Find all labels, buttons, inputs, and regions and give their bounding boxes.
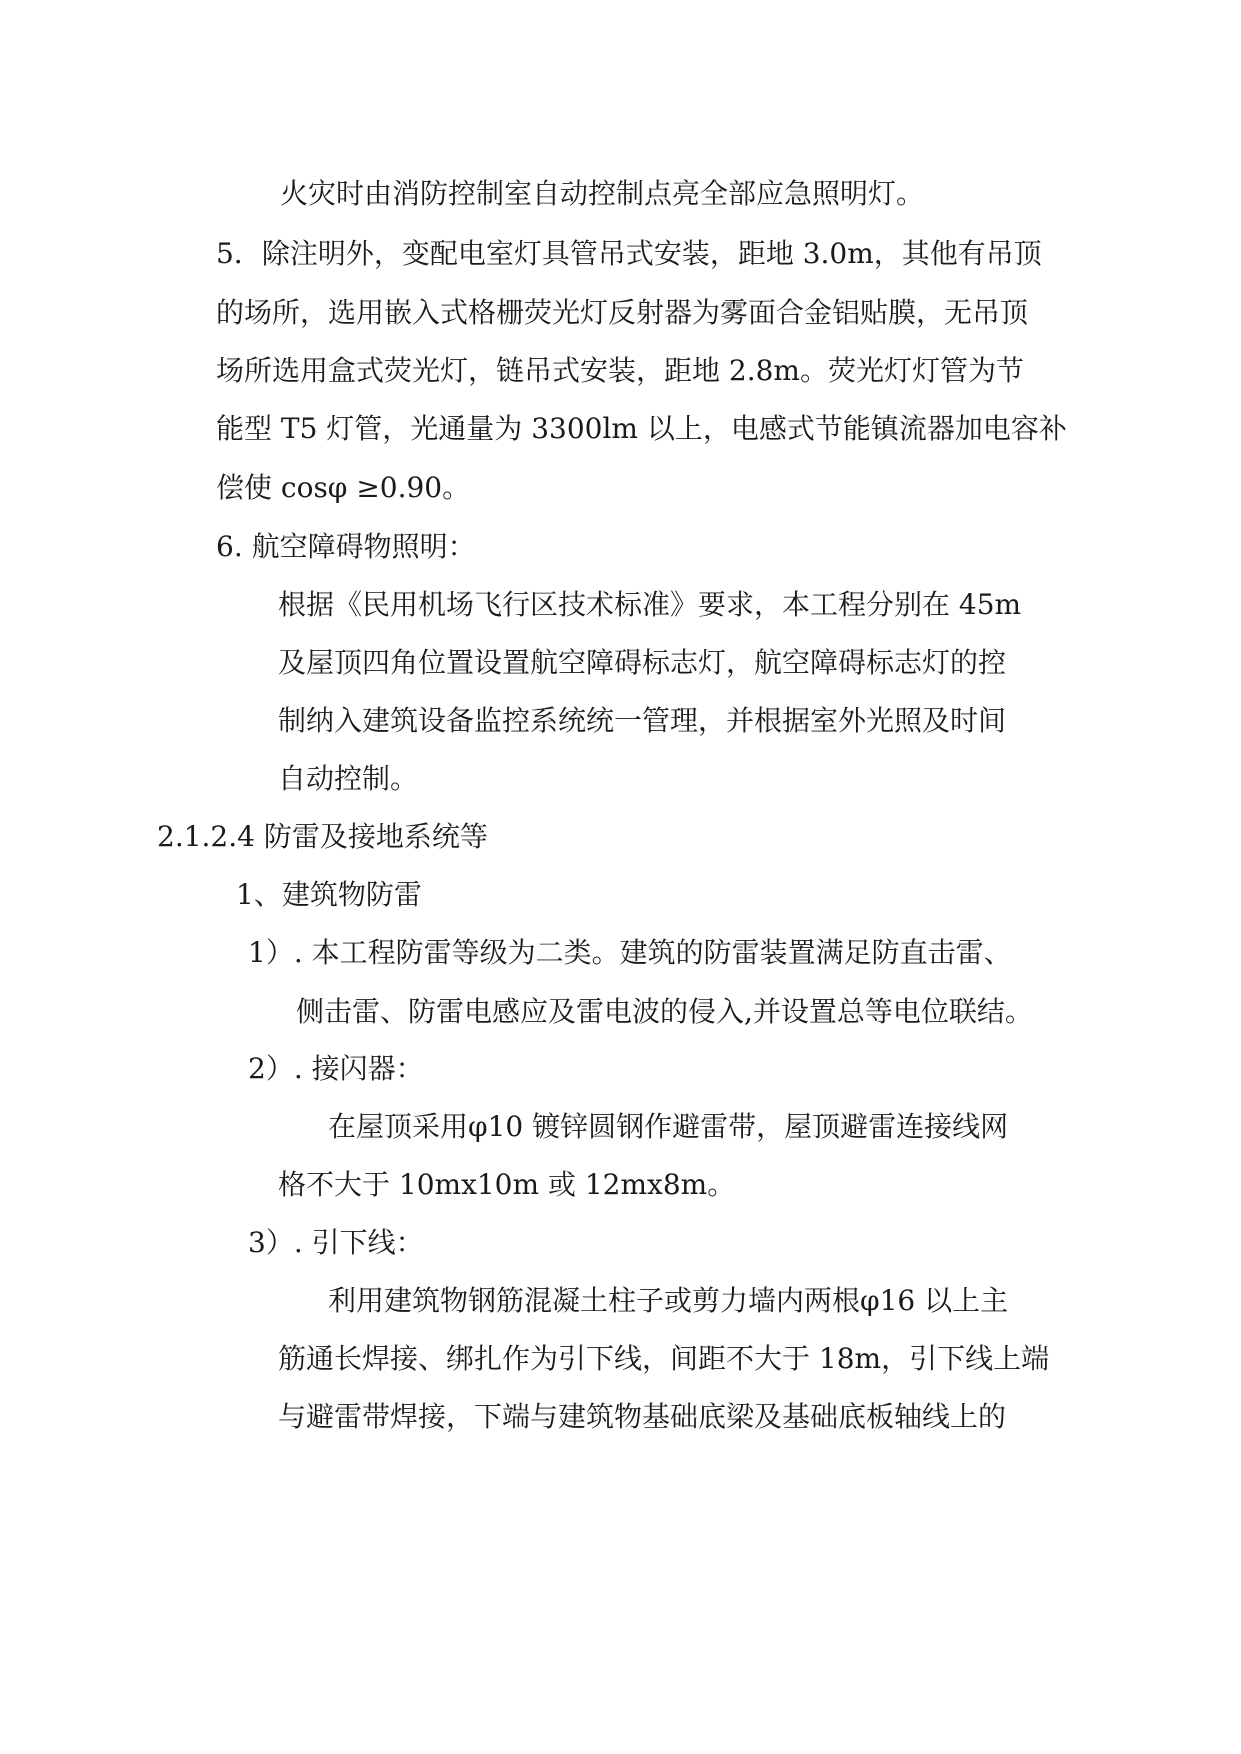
item6-line-2: 及屋顶四角位置设置航空障碍标志灯，航空障碍标志灯的控 xyxy=(278,646,1007,679)
item5-line-1: 5．除注明外，变配电室灯具管吊式安装，距地 3.0m，其他有吊顶 xyxy=(216,237,1042,270)
item5-line-3: 场所选用盒式荧光灯，链吊式安装，距地 2.8m。荧光灯灯管为节 xyxy=(216,354,1024,387)
s3-line-3: 与避雷带焊接，下端与建筑物基础底梁及基础底板轴线上的 xyxy=(278,1400,1007,1433)
paragraph-line: 火灾时由消防控制室自动控制点亮全部应急照明灯。 xyxy=(280,177,925,210)
section-heading: 2.1.2.4 防雷及接地系统等 xyxy=(157,820,488,853)
s1-line-1: 1）. 本工程防雷等级为二类。建筑的防雷装置满足防直击雷、 xyxy=(248,936,1012,969)
item6-line-4: 自动控制。 xyxy=(278,762,419,795)
item6-line-1: 根据《民用机场飞行区技术标准》要求，本工程分别在 45m xyxy=(278,588,1022,621)
subsection-heading: 1、建筑物防雷 xyxy=(236,878,422,911)
s3-line-1: 利用建筑物钢筋混凝土柱子或剪力墙内两根φ16 以上主 xyxy=(328,1284,1009,1317)
s2-line-2: 格不大于 10mx10m 或 12mx8m。 xyxy=(278,1168,736,1201)
s3-heading: 3）. 引下线： xyxy=(248,1226,424,1259)
item6-line-3: 制纳入建筑设备监控系统统一管理，并根据室外光照及时间 xyxy=(278,704,1007,737)
s3-line-2: 筋通长焊接、绑扎作为引下线，间距不大于 18m，引下线上端 xyxy=(278,1342,1050,1375)
s1-line-2: 侧击雷、防雷电感应及雷电波的侵入,并设置总等电位联结。 xyxy=(296,995,1033,1028)
item5-line-5: 偿使 cosφ ≥0.90。 xyxy=(216,471,471,504)
item6-heading: 6. 航空障碍物照明： xyxy=(216,530,476,563)
s2-line-1: 在屋顶采用φ10 镀锌圆钢作避雷带，屋顶避雷连接线网 xyxy=(328,1110,1009,1143)
item5-line-4: 能型 T5 灯管，光通量为 3300lm 以上，电感式节能镇流器加电容补 xyxy=(216,412,1067,445)
s2-heading: 2）. 接闪器： xyxy=(248,1052,424,1085)
item5-line-2: 的场所，选用嵌入式格栅荧光灯反射器为雾面合金铝贴膜，无吊顶 xyxy=(216,296,1029,329)
